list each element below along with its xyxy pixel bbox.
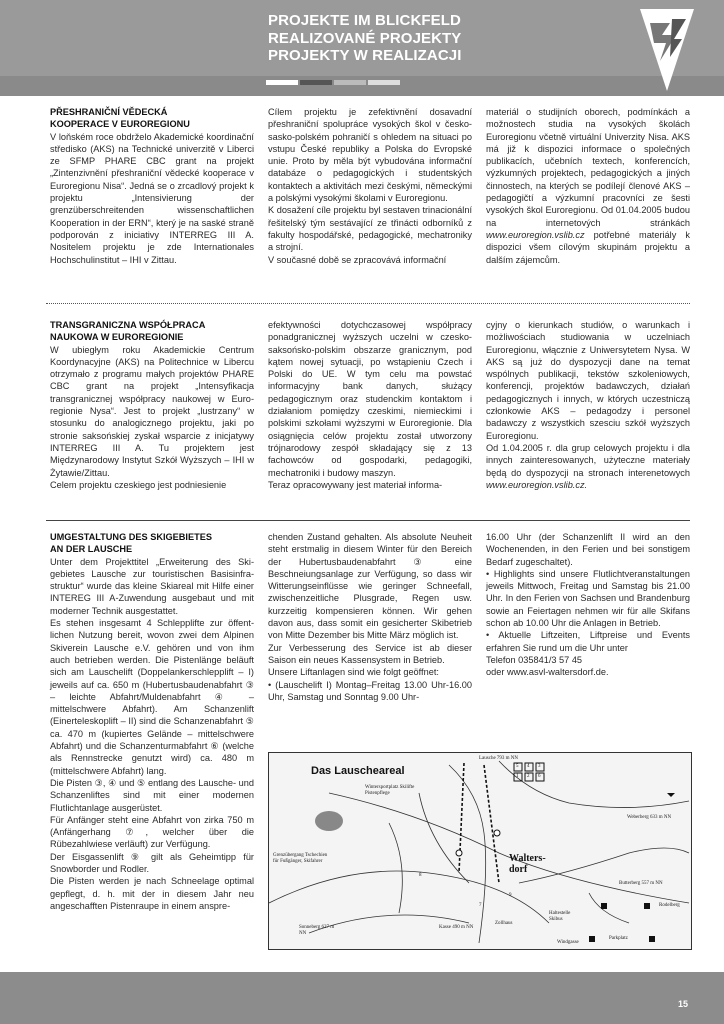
map-label-kasse: Kasse 490 m NN (439, 925, 474, 930)
section3-col1 (50, 531, 254, 912)
section3-col2-para-4: • (Lauschelift I) Montag–Freitag 13.00 Uhr-16.00 Uhr, Samstag und Sonntag 9.00 Uhr- (268, 679, 472, 702)
section1-col3-link[interactable]: www.euroregion.vslib.cz (486, 229, 585, 240)
map-label-butterberg: Butterberg 557 m NN (619, 881, 663, 886)
map-marker-4: 4 (527, 764, 530, 769)
map-marker-8: 8 (419, 873, 422, 878)
section1-col3 (486, 106, 690, 266)
section3-heading-line-1: UMGESTALTUNG DES SKIGEBIETES (50, 532, 212, 542)
map-label-parkplatz: Parkplatz (609, 936, 628, 941)
map-label-wintersportplatz: Wintersportplatz Skilifte Pistenpflege (365, 785, 415, 796)
section3-col3-para-3: • Aktuelle Liftzeiten, Liftpreise und Events erfahren Sie rund um die Uhr unter (486, 630, 690, 653)
map-marker-7: 7 (479, 903, 482, 908)
map-label-weberberg: Weberberg 633 m NN (627, 815, 672, 820)
header-band (0, 76, 724, 96)
map-label-grenzuebergang: Grenzübergang Tschechien für Fußgänger, Skifahrer (273, 853, 328, 864)
section3-col3-website[interactable]: oder www.asvl-waltersdorf.de. (486, 667, 609, 678)
section1-col1-text: V loňském roce obdrželo Akademické koordinační středisko (AKS) na Technické univerzitě v Liberci ze SFMP PHARE CBC grant na projekt „Zintenzivnění přeshraniční vědecké kooperace v Euroregionu Nisa“. Jedná se o zrcadlový projekt k projektu „Intensivierung der grenzüberschreitenden wissenschaftlichen Kooperation in der ERN“, který je na saské straně podporován z iniciativy INTERREG III A. Nositelem projektu je zde Internationales Hochschulinstitut – IHI v Zittau. (50, 131, 254, 265)
map-drawing (269, 753, 691, 949)
section2-col1-para-1: W ubiegłym roku Akademickie Centrum Koordynacyjne (AKS) na Politechnice w Libercu otrzymało z programu małych projektów PHARE CBC grant na projekt „Intensyfikacja transgranicznej współpracy naukowej w Euroregionie Nysa“. Jest to projekt „lustrzany“ w stosunku do analogicznego projektu, jaki po stronie saksońskiej zyskał wsparcie z inicjatywy INTERREG III A. Tu projektem jest Międzynarodowy Instytut Szkół Wyższych – IHI w Żytawie/Zittau. (50, 344, 254, 478)
separator-1 (46, 303, 690, 304)
section1-col2-para-1: Cílem projektu je zefektivnění dosavadní přeshraniční spolupráce vysokých škol v česko-sasko-polském pohraničí s ohledem na situaci po vstupu České republiky a Polska do Evropské unie. Proto by měla být vybudována informační databáze o pedagogických i studentských kontaktech a aktivitách mezi českými, německými a polskými vysokými školami v Euroregionu. (268, 107, 472, 204)
map-title: Das Lauscheareal (311, 765, 405, 777)
section2-heading-line-1: TRANSGRANICZNA WSPÓŁPRACA (50, 320, 206, 330)
map-label-waltersdorf: Waltersdorf (509, 853, 546, 875)
section2-col2 (268, 319, 472, 491)
section3-col1-para-4: Für Anfänger steht eine Abfahrt von zirka 750 m (Anfängerhang ⑦, welcher über die Rübezahlwiese verläuft) zur Verfügung. (50, 814, 254, 850)
header-title-line-1: PROJEKTE IM BLICKFELD (268, 12, 461, 29)
map-label-haltestelle: Haltestelle Skibus (549, 911, 571, 922)
triangle-arrows-logo-icon (640, 9, 694, 91)
section2-col3 (486, 319, 690, 491)
section3-col3 (486, 531, 690, 679)
section2-col3-para-2: Od 1.04.2005 r. dla grup celowych projektu i dla innych zainteresowanych, użyteczne materiały będą do dyspozycji na stronach interenetowych (486, 442, 690, 478)
section2-col1 (50, 319, 254, 491)
section3-col1-para-6: Die Pisten werden je nach Schneelage optimal gepflegt, d. h. mit der in diesem Jahr neu angeschafften Pistenraupe in einem anspre- (50, 876, 254, 911)
section1-heading-line-1: PŘESHRANIČNÍ VĚDECKÁ (50, 107, 168, 117)
section2-col3-para-1: cyjny o kierunkach studiów, o warunkach i możliwościach studiowania w uczelniach Euroregionu, włącznie z Uniwersytetem Nysa. W AKS są już do dyspozycji dane na temat wspólnych publikacji, tekstów szkoleniowych, konferencji, projektów badawczych, działań pedagogicznych i innych, w których uczestniczą członkowie AKS – pedagodzy i personel badawczy z wszystkich szesciu szkół wyższych Euroregionu. (486, 320, 690, 441)
map-marker-2: 2 (527, 774, 530, 779)
section1-heading-line-2: KOOPERACE V EUROREGIONU (50, 119, 190, 130)
map-marker-3: 3 (538, 764, 541, 769)
separator-2 (46, 520, 690, 521)
section1-col3-para-2: potřebné materiály k dispozici všem cílovým skupinám projektu a dalším zájemcům. (486, 229, 690, 265)
section3-col1-para-3: Die Pisten ③, ④ und ⑤ entlang des Lausche- und Schanzenliftes sind mit einer modernen Flutlichtanlage ausgerüstet. (50, 777, 254, 813)
section2-col2-para-1: efektywności dotychczasowej współpracy ponadgranicznej wyższych uczelni w czesko-saksońsko-polskim obszarze granicznym, pod kątem nowej sytuacji, po wstąpieniu Czech i Polski do UE. W tym celu ma powstać informacyjny bank danych, służący pedagogicznym oraz studenckim kontaktom i działaniom pomiędzy czeskimi, niemieckimi i polskimi szkołami wyższymi w Euroregionie. Dla osiągnięcia celów projektu został utworzony trójnarodowy zespół składający się z 13 fachowców od gospodarki, pedagogiki, mechatroniki i budowy maszyn. (268, 320, 472, 478)
map-marker-5: 5 (516, 764, 519, 769)
section3-col3-phone: Telefon 035841/3 57 45 (486, 654, 583, 665)
section3-col2-para-3: Unsere Liftanlagen sind wie folgt geöffnet: (268, 667, 439, 678)
section3-col1-para-5: Der Eisgassenlift ⑨ gilt als Geheimtipp für Snowborder und Rodler. (50, 851, 254, 875)
section1-col1 (50, 106, 254, 266)
section3-col2-para-2: Zur Verbesserung des Service ist ab dieser Saison ein neues Kassensystem in Betrieb. (268, 642, 472, 665)
section3-col3-para-2: • Highlights sind unsere Flutlichtveranstaltungen jeweils Mittwoch, Freitag und Samstag bis 21.00 Uhr. In den Ferien von Sachsen und Brandenburg sowie an Feiertagen nehmen wir für alle Skifans schon ab 10.00 Uhr die Anlagen in Betrieb. (486, 568, 690, 629)
map-marker-9: 9 (509, 893, 512, 898)
section3-col2-para-1: chenden Zustand gehalten. Als absolute Neuheit steht erstmalig in diesem Winter für den Bereich der Hubertusbaudenabfahrt ③ eine Beschneiungsanlage zur Verfügung, so dass wir Witterungseinflüsse wie geringer Schneefall, zwischenzeitliche Plusgrade, Regen usw. kurzzeitig kompensieren können. Wir gehen davon aus, dass somit ein gesicherter Skibetrieb von Mitte Dezember bis Mitte März möglich ist. (268, 532, 472, 641)
section1-col3-para-1: materiál o studijních oborech, podmínkách a možnostech studia na vysokých školách Euroregionu včetně virtuální Univerzity Nisa. AKS má již k dispozici informace o společných publikacích, učebních textech, konferencích, výzkumných projektech, pedagogických a jiných činnostech, na kterých se podílejí členové AKS – pedagogičtí a výzkumní pracovníci ze šesti vysokých škol Euroregionu. Od 01.04.2005 budou na internetových stránkách (486, 107, 690, 228)
section1-col2-para-2: K dosažení cíle projektu byl sestaven trinacionální řešitelský tým sestávající ze třinácti odborníků z fakulty hospodářské, pedagogické, mechatroniky a strojní. (268, 205, 472, 253)
section3-col3-para-1: 16.00 Uhr (der Schanzenlift II wird an den Wochenenden, in den Ferien und bei sonstigem Bedarf zugeschaltet). (486, 532, 690, 567)
section3-col1-para-2: Es stehen insgesamt 4 Schlepplifte zur öffentlichen Nutzung bereit, wovon zwei dem Alpinen Skiverein Lausche e.V. gehören und von ihm auch betrieben werden. Die Pistenlänge beläuft sich am Lauschelift (Doppelankerschlepplift – I) jeweils auf ca. 650 m (Hubertusbaudenabfahrt ③ – leichte Abfahrt/Muldenabfahrt ④ – mittelschwere Abfahrt). Am Schanzenlift (Einerteleskoplift – II) sind die Schanzenabfahrt ⑤ ca. 470 m (kupiertes Gelände – mittelschwere Abfahrt) und die Schanzenturmabfahrt ⑥ (welche als Rennstrecke genutzt wird) ca. 480 m (mittelschwere Abfahrt) lang. (50, 618, 254, 776)
section2-col1-para-2: Celem projektu czeskiego jest podniesienie (50, 479, 227, 490)
map-label-zollhaus: Zollhaus (495, 921, 513, 926)
page-header (0, 0, 724, 96)
page-number: 15 (677, 999, 688, 1009)
section2-col3-link[interactable]: www.euroregion.vslib.cz. (486, 479, 588, 490)
map-label-rodelberg: Rodelberg (659, 903, 680, 908)
map-marker-6: 6 (538, 774, 541, 779)
header-title-line-3: PROJEKTY W REALIZACJI (268, 47, 462, 64)
map-label-windgasse: Windgasse (557, 940, 579, 945)
section3-col2 (268, 531, 472, 703)
section1-col2 (268, 106, 472, 266)
header-title-line-2: REALIZOVANÉ PROJEKTY (268, 29, 462, 47)
map-marker-1: 1 (516, 774, 519, 779)
ski-area-map (268, 752, 692, 950)
map-label-lausche: Lausche 793 m NN (479, 756, 519, 761)
section3-heading-line-2: AN DER LAUSCHE (50, 544, 133, 555)
section3-col1-para-1: Unter dem Projekttitel „Erweiterung des Skigebietes Lausche zur touristischen Basisinfrastruktur“ wurde das kleine Skiareal mit Hilfe einer INTEREG III A-Zuwendung ausgebaut und mit moderner Technik ausgestattet. (50, 556, 254, 616)
header-title (268, 12, 462, 65)
section1-col2-para-3: V současné době se zpracovává informační (268, 254, 447, 265)
section2-col2-para-2: Teraz opracowywany jest materiał informa- (268, 479, 443, 490)
section2-heading-line-2: NAUKOWA W EUROREGIONIE (50, 332, 184, 343)
map-label-sonneberg: Sonneberg 627 m NN (299, 925, 335, 936)
page-footer (0, 972, 724, 1024)
